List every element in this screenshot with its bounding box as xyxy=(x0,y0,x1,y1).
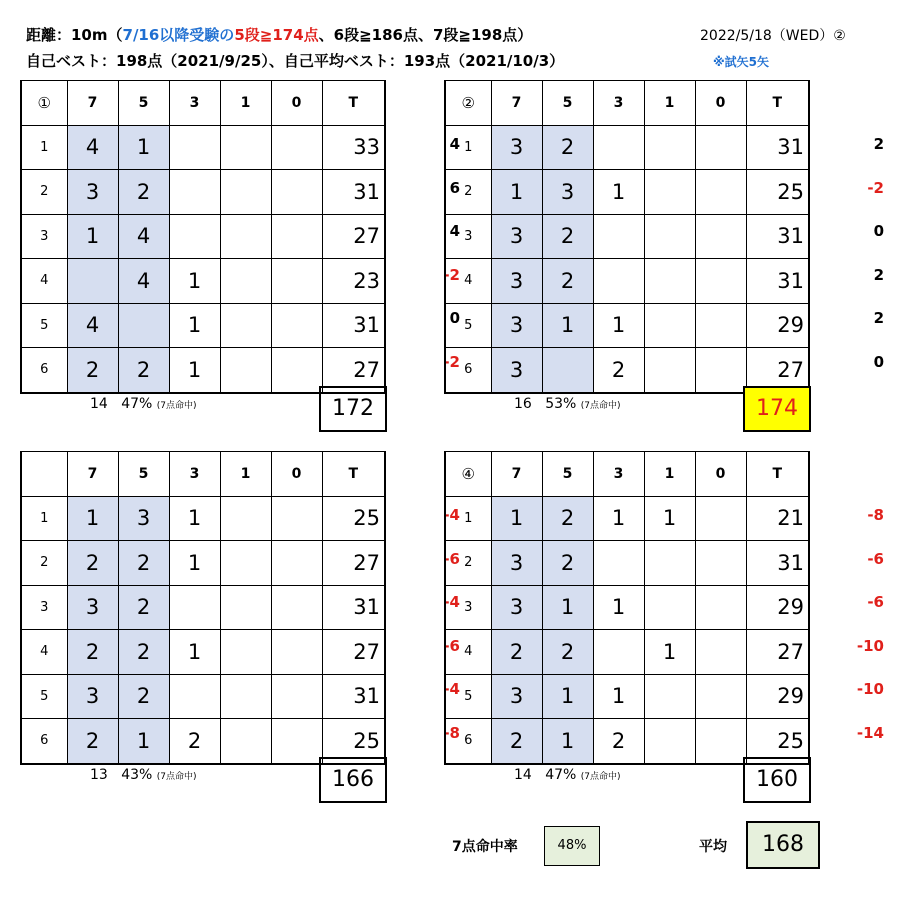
row-total: 31 xyxy=(746,541,809,586)
row-total: 27 xyxy=(322,541,385,586)
count-cell-5: 1 xyxy=(542,719,593,764)
column-header-total: T xyxy=(746,81,809,126)
count-cell-0 xyxy=(695,719,746,764)
row-diff: 0 xyxy=(449,309,460,327)
row-number: 4 xyxy=(21,259,67,304)
column-header-3: 3 xyxy=(169,452,220,497)
column-header-0: 0 xyxy=(695,452,746,497)
count-cell-1 xyxy=(220,674,271,719)
row-number: 2 xyxy=(445,170,491,215)
count-cell-3: 2 xyxy=(169,719,220,764)
count-cell-5: 2 xyxy=(118,170,169,215)
hit-summary xyxy=(514,767,621,783)
count-cell-3 xyxy=(593,125,644,170)
count-cell-0 xyxy=(271,214,322,259)
count-cell-3 xyxy=(169,214,220,259)
table-row xyxy=(445,541,809,586)
row-number: 3 xyxy=(21,585,67,630)
count-cell-5: 1 xyxy=(542,585,593,630)
column-header-1: 1 xyxy=(644,81,695,126)
row-diff: 2 xyxy=(873,309,884,327)
table-row xyxy=(445,674,809,719)
row-total: 31 xyxy=(322,674,385,719)
table-row xyxy=(21,541,385,586)
column-header-7: 7 xyxy=(491,452,542,497)
count-cell-3 xyxy=(169,125,220,170)
count-cell-5: 4 xyxy=(118,259,169,304)
count-cell-1 xyxy=(220,541,271,586)
round-label: ④ xyxy=(445,452,491,497)
row-diff: -4 xyxy=(443,680,460,698)
count-cell-5 xyxy=(118,303,169,348)
row-number: 3 xyxy=(445,214,491,259)
count-cell-7: 2 xyxy=(67,719,118,764)
table-row xyxy=(445,630,809,675)
score-table xyxy=(444,80,810,394)
count-cell-5: 4 xyxy=(118,214,169,259)
header-blue-note: 7/16以降受験の xyxy=(122,26,235,44)
count-cell-0 xyxy=(271,541,322,586)
row-diff: 6 xyxy=(449,178,460,197)
score-card-3 xyxy=(20,451,460,801)
count-cell-7: 3 xyxy=(491,125,542,170)
hit-note: (7点命中) xyxy=(580,401,621,411)
count-cell-5: 2 xyxy=(118,674,169,719)
hit-count: 16 xyxy=(514,396,532,412)
count-cell-5: 2 xyxy=(118,630,169,675)
column-header-total: T xyxy=(746,452,809,497)
column-header-total: T xyxy=(322,452,385,497)
row-total: 29 xyxy=(746,303,809,348)
score-table xyxy=(20,80,386,394)
table-row xyxy=(21,125,385,170)
count-cell-7: 3 xyxy=(491,348,542,393)
count-cell-0 xyxy=(271,585,322,630)
column-header-3: 3 xyxy=(593,452,644,497)
row-total: 27 xyxy=(322,630,385,675)
column-header-3: 3 xyxy=(593,81,644,126)
count-cell-1 xyxy=(644,259,695,304)
count-cell-0 xyxy=(695,348,746,393)
row-total: 25 xyxy=(322,496,385,541)
hit-summary xyxy=(90,396,197,412)
count-cell-5: 2 xyxy=(118,541,169,586)
count-cell-3: 1 xyxy=(593,303,644,348)
count-cell-3: 1 xyxy=(169,541,220,586)
row-total: 27 xyxy=(746,630,809,675)
count-cell-5: 2 xyxy=(118,348,169,393)
row-diff: 4 xyxy=(449,222,460,240)
count-cell-0 xyxy=(271,348,322,393)
table-row xyxy=(445,496,809,541)
count-cell-0 xyxy=(271,170,322,215)
count-cell-5: 3 xyxy=(118,496,169,541)
card-total: 166 xyxy=(319,757,387,803)
count-cell-1 xyxy=(220,170,271,215)
count-cell-7: 3 xyxy=(491,259,542,304)
table-row xyxy=(21,303,385,348)
table-row xyxy=(21,585,385,630)
count-cell-0 xyxy=(695,585,746,630)
row-number: 2 xyxy=(21,541,67,586)
count-cell-0 xyxy=(695,541,746,586)
count-cell-5: 2 xyxy=(542,496,593,541)
count-cell-5: 2 xyxy=(542,125,593,170)
row-number: 5 xyxy=(21,674,67,719)
round-label: ② xyxy=(445,81,491,126)
row-number: 6 xyxy=(445,719,491,764)
count-cell-0 xyxy=(695,674,746,719)
count-cell-1 xyxy=(220,348,271,393)
count-cell-7: 3 xyxy=(491,674,542,719)
column-header-1: 1 xyxy=(220,81,271,126)
round-label: ① xyxy=(21,81,67,126)
column-header-1: 1 xyxy=(644,452,695,497)
row-total: 31 xyxy=(322,303,385,348)
row-total: 31 xyxy=(322,585,385,630)
count-cell-5: 2 xyxy=(542,214,593,259)
count-cell-5: 2 xyxy=(542,541,593,586)
count-cell-5: 1 xyxy=(118,719,169,764)
count-cell-7: 1 xyxy=(491,170,542,215)
table-row xyxy=(445,303,809,348)
column-header-0: 0 xyxy=(271,81,322,126)
count-cell-1 xyxy=(644,125,695,170)
column-header-total: T xyxy=(322,81,385,126)
hit-percent: 53% xyxy=(545,396,577,412)
count-cell-1 xyxy=(220,259,271,304)
column-header-7: 7 xyxy=(491,81,542,126)
count-cell-7: 3 xyxy=(67,674,118,719)
table-row xyxy=(21,674,385,719)
row-total: 27 xyxy=(322,214,385,259)
count-cell-3: 1 xyxy=(593,674,644,719)
count-cell-1: 1 xyxy=(644,496,695,541)
count-cell-3: 1 xyxy=(169,303,220,348)
count-cell-7: 2 xyxy=(67,541,118,586)
row-diff: -4 xyxy=(443,593,460,611)
count-cell-1 xyxy=(644,348,695,393)
table-row xyxy=(445,585,809,630)
hit-rate-label: 7点命中率 xyxy=(452,839,518,855)
row-diff: -6 xyxy=(443,549,460,568)
row-number: 5 xyxy=(21,303,67,348)
row-number: 6 xyxy=(21,348,67,393)
row-number: 4 xyxy=(445,259,491,304)
count-cell-3 xyxy=(593,541,644,586)
row-diff: -2 xyxy=(867,178,884,197)
count-cell-7: 2 xyxy=(67,630,118,675)
count-cell-3 xyxy=(169,585,220,630)
count-cell-5: 2 xyxy=(118,585,169,630)
header-line-2: 自己ベスト：198点（2021/9/25）、自己平均ベスト：193点（2021/10/3） xyxy=(26,52,565,70)
row-diff: -8 xyxy=(443,723,460,742)
row-number: 3 xyxy=(445,585,491,630)
count-cell-1 xyxy=(644,214,695,259)
table-row xyxy=(445,214,809,259)
count-cell-5 xyxy=(542,348,593,393)
column-header-7: 7 xyxy=(67,452,118,497)
count-cell-3 xyxy=(593,630,644,675)
column-header-7: 7 xyxy=(67,81,118,126)
hit-percent: 47% xyxy=(545,767,577,783)
row-total: 31 xyxy=(746,259,809,304)
count-cell-7: 4 xyxy=(67,125,118,170)
row-number: 1 xyxy=(445,496,491,541)
header-date: 2022/5/18（WED）② xyxy=(700,28,846,44)
count-cell-1 xyxy=(220,719,271,764)
column-header-5: 5 xyxy=(118,81,169,126)
column-header-5: 5 xyxy=(542,452,593,497)
card-total: 174 xyxy=(743,386,811,432)
count-cell-0 xyxy=(271,719,322,764)
count-cell-1 xyxy=(220,496,271,541)
count-cell-5: 1 xyxy=(118,125,169,170)
row-diff: -14 xyxy=(856,723,884,742)
row-total: 29 xyxy=(746,674,809,719)
column-header-1: 1 xyxy=(220,452,271,497)
count-cell-7: 1 xyxy=(67,214,118,259)
count-cell-0 xyxy=(271,303,322,348)
row-diff: 0 xyxy=(873,222,884,240)
count-cell-7: 3 xyxy=(491,303,542,348)
score-table xyxy=(444,451,810,765)
row-number: 3 xyxy=(21,214,67,259)
count-cell-1 xyxy=(644,541,695,586)
card-total: 172 xyxy=(319,386,387,432)
diff-column xyxy=(836,494,884,755)
count-cell-3: 1 xyxy=(169,630,220,675)
row-total: 25 xyxy=(746,170,809,215)
count-cell-3: 1 xyxy=(593,585,644,630)
row-diff: -2 xyxy=(443,265,460,284)
count-cell-0 xyxy=(695,214,746,259)
count-cell-1 xyxy=(220,214,271,259)
count-cell-3 xyxy=(169,674,220,719)
row-diff: -8 xyxy=(867,506,884,524)
count-cell-1 xyxy=(220,303,271,348)
row-diff: -4 xyxy=(443,506,460,524)
table-row xyxy=(21,259,385,304)
row-diff: -10 xyxy=(856,636,884,655)
row-diff: -10 xyxy=(856,680,884,698)
count-cell-7: 4 xyxy=(67,303,118,348)
count-cell-0 xyxy=(271,259,322,304)
hit-count: 14 xyxy=(90,396,108,412)
header-line-1 xyxy=(26,24,532,45)
count-cell-3: 1 xyxy=(593,170,644,215)
count-cell-0 xyxy=(695,259,746,304)
round-label xyxy=(21,452,67,497)
count-cell-5: 1 xyxy=(542,303,593,348)
count-cell-1 xyxy=(644,674,695,719)
count-cell-5: 2 xyxy=(542,630,593,675)
row-number: 2 xyxy=(21,170,67,215)
count-cell-7: 3 xyxy=(491,214,542,259)
diff-column xyxy=(836,123,884,384)
count-cell-3: 1 xyxy=(593,496,644,541)
count-cell-3: 1 xyxy=(169,259,220,304)
row-number: 1 xyxy=(445,125,491,170)
header-line1-suffix: 、6段≧186点、7段≧198点） xyxy=(318,26,533,44)
header-distance: 距離：10m（ xyxy=(26,26,123,44)
row-diff: 0 xyxy=(873,352,884,371)
count-cell-7: 1 xyxy=(67,496,118,541)
count-cell-3 xyxy=(593,259,644,304)
count-cell-0 xyxy=(695,303,746,348)
count-cell-7: 3 xyxy=(491,541,542,586)
column-header-5: 5 xyxy=(118,452,169,497)
hit-note: (7点命中) xyxy=(156,772,197,782)
column-header-5: 5 xyxy=(542,81,593,126)
row-total: 27 xyxy=(746,348,809,393)
hit-summary xyxy=(90,767,197,783)
row-diff: 2 xyxy=(873,135,884,153)
count-cell-1 xyxy=(644,303,695,348)
column-header-0: 0 xyxy=(695,81,746,126)
count-cell-7 xyxy=(67,259,118,304)
count-cell-3: 2 xyxy=(593,348,644,393)
count-cell-3 xyxy=(593,214,644,259)
row-diff: -6 xyxy=(867,593,884,611)
row-total: 29 xyxy=(746,585,809,630)
count-cell-0 xyxy=(695,496,746,541)
row-number: 6 xyxy=(445,348,491,393)
count-cell-1: 1 xyxy=(644,630,695,675)
table-row xyxy=(445,170,809,215)
count-cell-1 xyxy=(644,719,695,764)
table-row xyxy=(21,214,385,259)
count-cell-1 xyxy=(220,125,271,170)
row-total: 31 xyxy=(746,125,809,170)
count-cell-3: 2 xyxy=(593,719,644,764)
row-total: 33 xyxy=(322,125,385,170)
average-value: 168 xyxy=(746,821,820,869)
table-row xyxy=(445,259,809,304)
hit-percent: 47% xyxy=(121,396,153,412)
hit-count: 13 xyxy=(90,767,108,783)
count-cell-0 xyxy=(271,496,322,541)
count-cell-1 xyxy=(644,170,695,215)
average-label: 平均 xyxy=(699,839,727,855)
count-cell-0 xyxy=(271,125,322,170)
table-row xyxy=(445,125,809,170)
count-cell-7: 2 xyxy=(491,719,542,764)
score-card-4 xyxy=(444,451,884,801)
row-number: 6 xyxy=(21,719,67,764)
hit-note: (7点命中) xyxy=(580,772,621,782)
header-note: ※試矢5矢 xyxy=(713,55,770,69)
row-number: 5 xyxy=(445,674,491,719)
row-diff: 2 xyxy=(873,265,884,284)
count-cell-3: 1 xyxy=(169,348,220,393)
hit-count: 14 xyxy=(514,767,532,783)
row-diff: -2 xyxy=(443,352,460,371)
row-number: 5 xyxy=(445,303,491,348)
row-diff: -6 xyxy=(443,636,460,655)
count-cell-7: 3 xyxy=(67,585,118,630)
row-total: 31 xyxy=(746,214,809,259)
count-cell-7: 3 xyxy=(491,585,542,630)
header-red-note: 5段≧174点 xyxy=(234,26,319,44)
count-cell-1 xyxy=(220,630,271,675)
score-card-2 xyxy=(444,80,884,430)
row-diff: -6 xyxy=(867,549,884,568)
row-total: 25 xyxy=(322,719,385,764)
count-cell-0 xyxy=(695,630,746,675)
count-cell-5: 2 xyxy=(542,259,593,304)
count-cell-7: 3 xyxy=(67,170,118,215)
hit-rate-value: 48% xyxy=(544,826,600,866)
table-row xyxy=(21,630,385,675)
count-cell-0 xyxy=(271,674,322,719)
count-cell-5: 3 xyxy=(542,170,593,215)
row-total: 31 xyxy=(322,170,385,215)
table-row xyxy=(21,170,385,215)
score-card-1 xyxy=(20,80,460,430)
count-cell-3 xyxy=(169,170,220,215)
count-cell-1 xyxy=(220,585,271,630)
count-cell-7: 2 xyxy=(491,630,542,675)
count-cell-7: 1 xyxy=(491,496,542,541)
hit-note: (7点命中) xyxy=(156,401,197,411)
row-total: 27 xyxy=(322,348,385,393)
row-total: 23 xyxy=(322,259,385,304)
column-header-3: 3 xyxy=(169,81,220,126)
count-cell-3: 1 xyxy=(169,496,220,541)
row-total: 21 xyxy=(746,496,809,541)
row-total: 25 xyxy=(746,719,809,764)
row-number: 1 xyxy=(21,125,67,170)
row-number: 4 xyxy=(445,630,491,675)
table-row xyxy=(21,496,385,541)
row-number: 2 xyxy=(445,541,491,586)
count-cell-1 xyxy=(644,585,695,630)
count-cell-0 xyxy=(271,630,322,675)
count-cell-0 xyxy=(695,170,746,215)
count-cell-5: 1 xyxy=(542,674,593,719)
score-table xyxy=(20,451,386,765)
count-cell-0 xyxy=(695,125,746,170)
row-diff: 4 xyxy=(449,135,460,153)
row-number: 4 xyxy=(21,630,67,675)
column-header-0: 0 xyxy=(271,452,322,497)
row-number: 1 xyxy=(21,496,67,541)
hit-summary xyxy=(514,396,621,412)
hit-percent: 43% xyxy=(121,767,153,783)
count-cell-7: 2 xyxy=(67,348,118,393)
card-total: 160 xyxy=(743,757,811,803)
